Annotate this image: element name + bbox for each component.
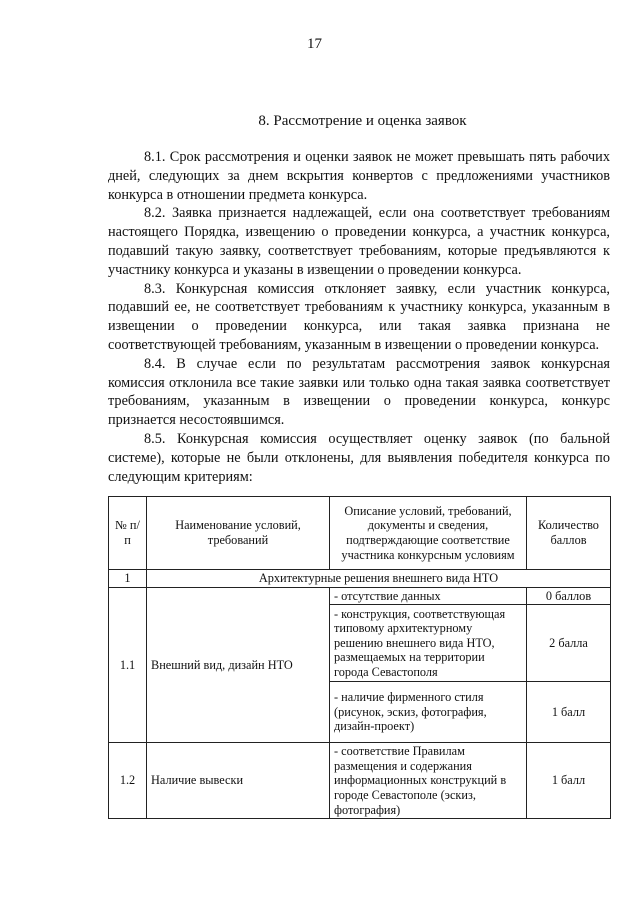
item-1-2-name: Наличие вывески (147, 743, 330, 819)
paragraph-8-2: 8.2. Заявка признается надлежащей, если она соответствует требованиям настоящего Порядка, извещению о проведении конкурса, а участник конкурса, подавший такую заявку, соответствует требованиям, которые предъявляются к участнику конкурса и указаны в извещении о проведении конкурса. (108, 205, 610, 278)
document-body (108, 148, 610, 486)
paragraph-8-3: 8.3. Конкурсная комиссия отклоняет заявку, если участник конкурса, подавший ее, не соответствует требованиям к участнику конкурса, указанным в извещении о проведении конкурса, или такая заявка признана не соответствующей требованиям, указанным в извещении о проведении конкурса. (108, 280, 610, 353)
table-row (109, 587, 611, 605)
page-number: 17 (307, 36, 322, 52)
paragraph-8-1: 8.1. Срок рассмотрения и оценки заявок не может превышать пять рабочих дней, следующих за днем вскрытия конвертов с предложениями участников конкурса в отношении предмета конкурса. (108, 149, 610, 203)
item-1-1-points-3: 1 балл (527, 682, 611, 743)
table-header-row (109, 497, 611, 570)
table-row (109, 743, 611, 819)
item-1-1-name: Внешний вид, дизайн НТО (147, 587, 330, 743)
item-1-1-description-3: - наличие фирменного стиля (рисунок, эскиз, фотография, дизайн-проект) (330, 682, 527, 743)
paragraph-8-5: 8.5. Конкурсная комиссия осуществляет оценку заявок (по бальной системе), которые не были отклонены, для выявления победителя конкурса по следующим критериям: (108, 430, 610, 485)
criteria-table (108, 496, 611, 819)
header-no: № п/п (109, 497, 147, 570)
section-title-cell: Архитектурные решения внешнего вида НТО (147, 570, 611, 588)
paragraph-8-4: 8.4. В случае если по результатам рассмотрения заявок конкурсная комиссия отклонила все такие заявки или только одна такая заявка соответствует требованиям, указанным в извещении о проведении конкурса, конкурс признается несостоявшимся. (108, 355, 610, 429)
item-1-1-points-2: 2 балла (527, 605, 611, 682)
section-title: 8. Рассмотрение и оценка заявок (258, 113, 467, 129)
header-name: Наименование условий, требований (147, 497, 330, 570)
item-1-1-no: 1.1 (109, 587, 147, 743)
item-1-2-points: 1 балл (527, 743, 611, 819)
item-1-2-description: - соответствие Правилам размещения и содержания информационных конструкций в городе Севастополе (эскиз, фотография) (330, 743, 527, 819)
table-section-row (109, 570, 611, 588)
item-1-1-points-1: 0 баллов (527, 587, 611, 605)
item-1-1-description-2: - конструкция, соответствующая типовому архитектурному решению внешнего вида НТО, размещаемых на территории города Севастополя (330, 605, 527, 682)
header-description: Описание условий, требований, документы и сведения, подтверждающие соответствие участника конкурсным условиям (330, 497, 527, 570)
item-1-1-description-1: - отсутствие данных (330, 587, 527, 605)
header-points: Количество баллов (527, 497, 611, 570)
item-1-2-no: 1.2 (109, 743, 147, 819)
section-no: 1 (109, 570, 147, 588)
